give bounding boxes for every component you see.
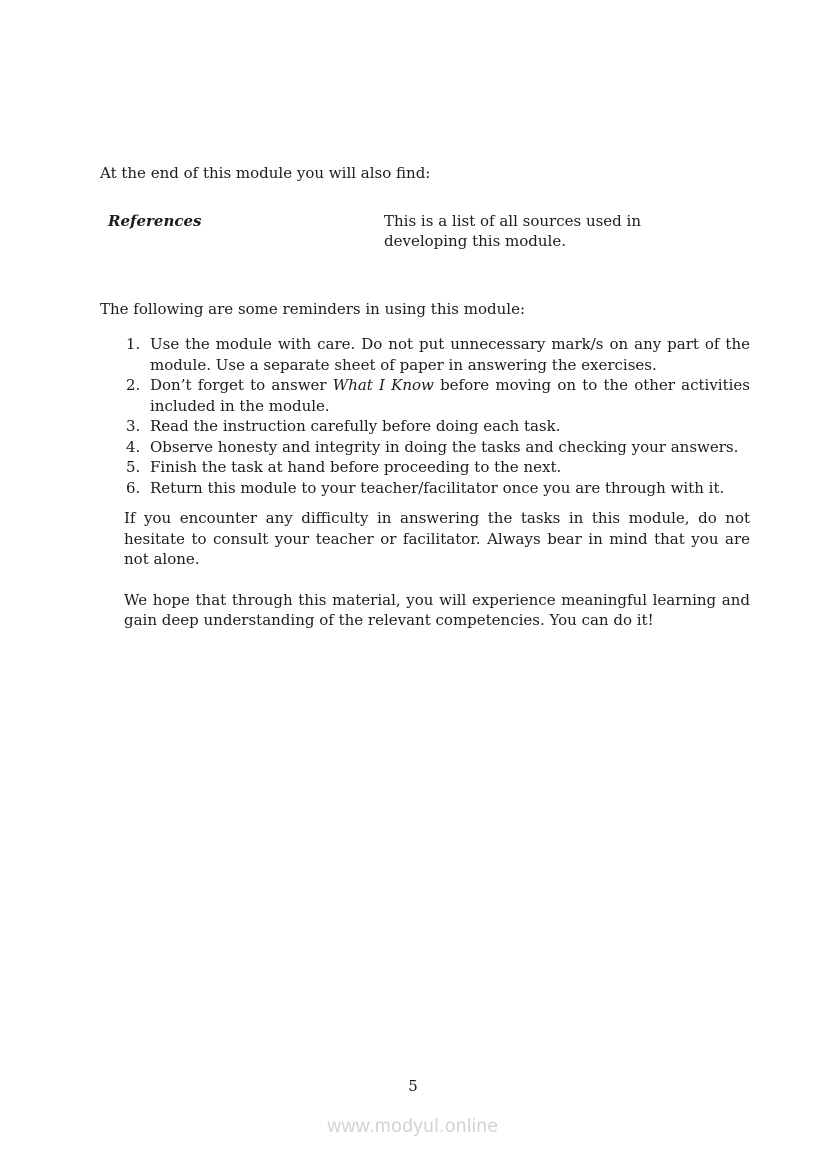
intro-line: At the end of this module you will also find: <box>100 164 431 182</box>
references-description: This is a list of all sources used in developing this module. <box>384 211 642 250</box>
closing-paragraph-1: If you encounter any difficulty in answering the tasks in this module, do not hesitate to consult your teacher or facilitator. Always bear in mind that you are not alone. <box>124 509 750 568</box>
list-item-number: 3. <box>126 417 141 435</box>
list-item-number: 5. <box>126 458 141 476</box>
list-item <box>100 457 750 478</box>
list-item-text-pre: Don’t forget to answer <box>150 376 333 394</box>
list-item <box>100 375 750 416</box>
page-number: 5 <box>408 1077 418 1095</box>
list-item-number: 2. <box>126 376 141 394</box>
page-content <box>100 163 750 646</box>
closing-paragraph-2: We hope that through this material, you will experience meaningful learning and gain deep understanding of the relevant competencies. You can do it! <box>124 590 750 629</box>
watermark-text: www.modyul.online <box>327 1116 499 1137</box>
list-item-text: Finish the task at hand before proceeding to the next. <box>150 458 562 476</box>
references-row <box>100 211 750 252</box>
list-item-text: Use the module with care. Do not put unnecessary mark/s on any part of the module. Use a separate sheet of paper in answering the exercises. <box>150 335 750 374</box>
list-item-text: Return this module to your teacher/facilitator once you are through with it. <box>150 478 725 497</box>
list-item-text-post: before moving on to the other activities included in the module. <box>150 376 751 415</box>
list-item-number: 6. <box>126 478 141 497</box>
list-item-number: 1. <box>126 335 141 353</box>
list-item <box>100 334 750 375</box>
list-item-text: Observe honesty and integrity in doing the tasks and checking your answers. <box>150 437 739 456</box>
list-item <box>100 416 750 437</box>
reminders-intro: The following are some reminders in using this module: <box>100 299 525 318</box>
reminder-list <box>100 334 750 498</box>
list-item <box>100 478 750 499</box>
list-item <box>100 437 750 458</box>
references-term: References <box>108 211 202 230</box>
list-item-text: Read the instruction carefully before doing each task. <box>150 417 561 435</box>
list-item-text-italic: What I Know <box>332 376 434 394</box>
list-item-number: 4. <box>126 437 141 456</box>
